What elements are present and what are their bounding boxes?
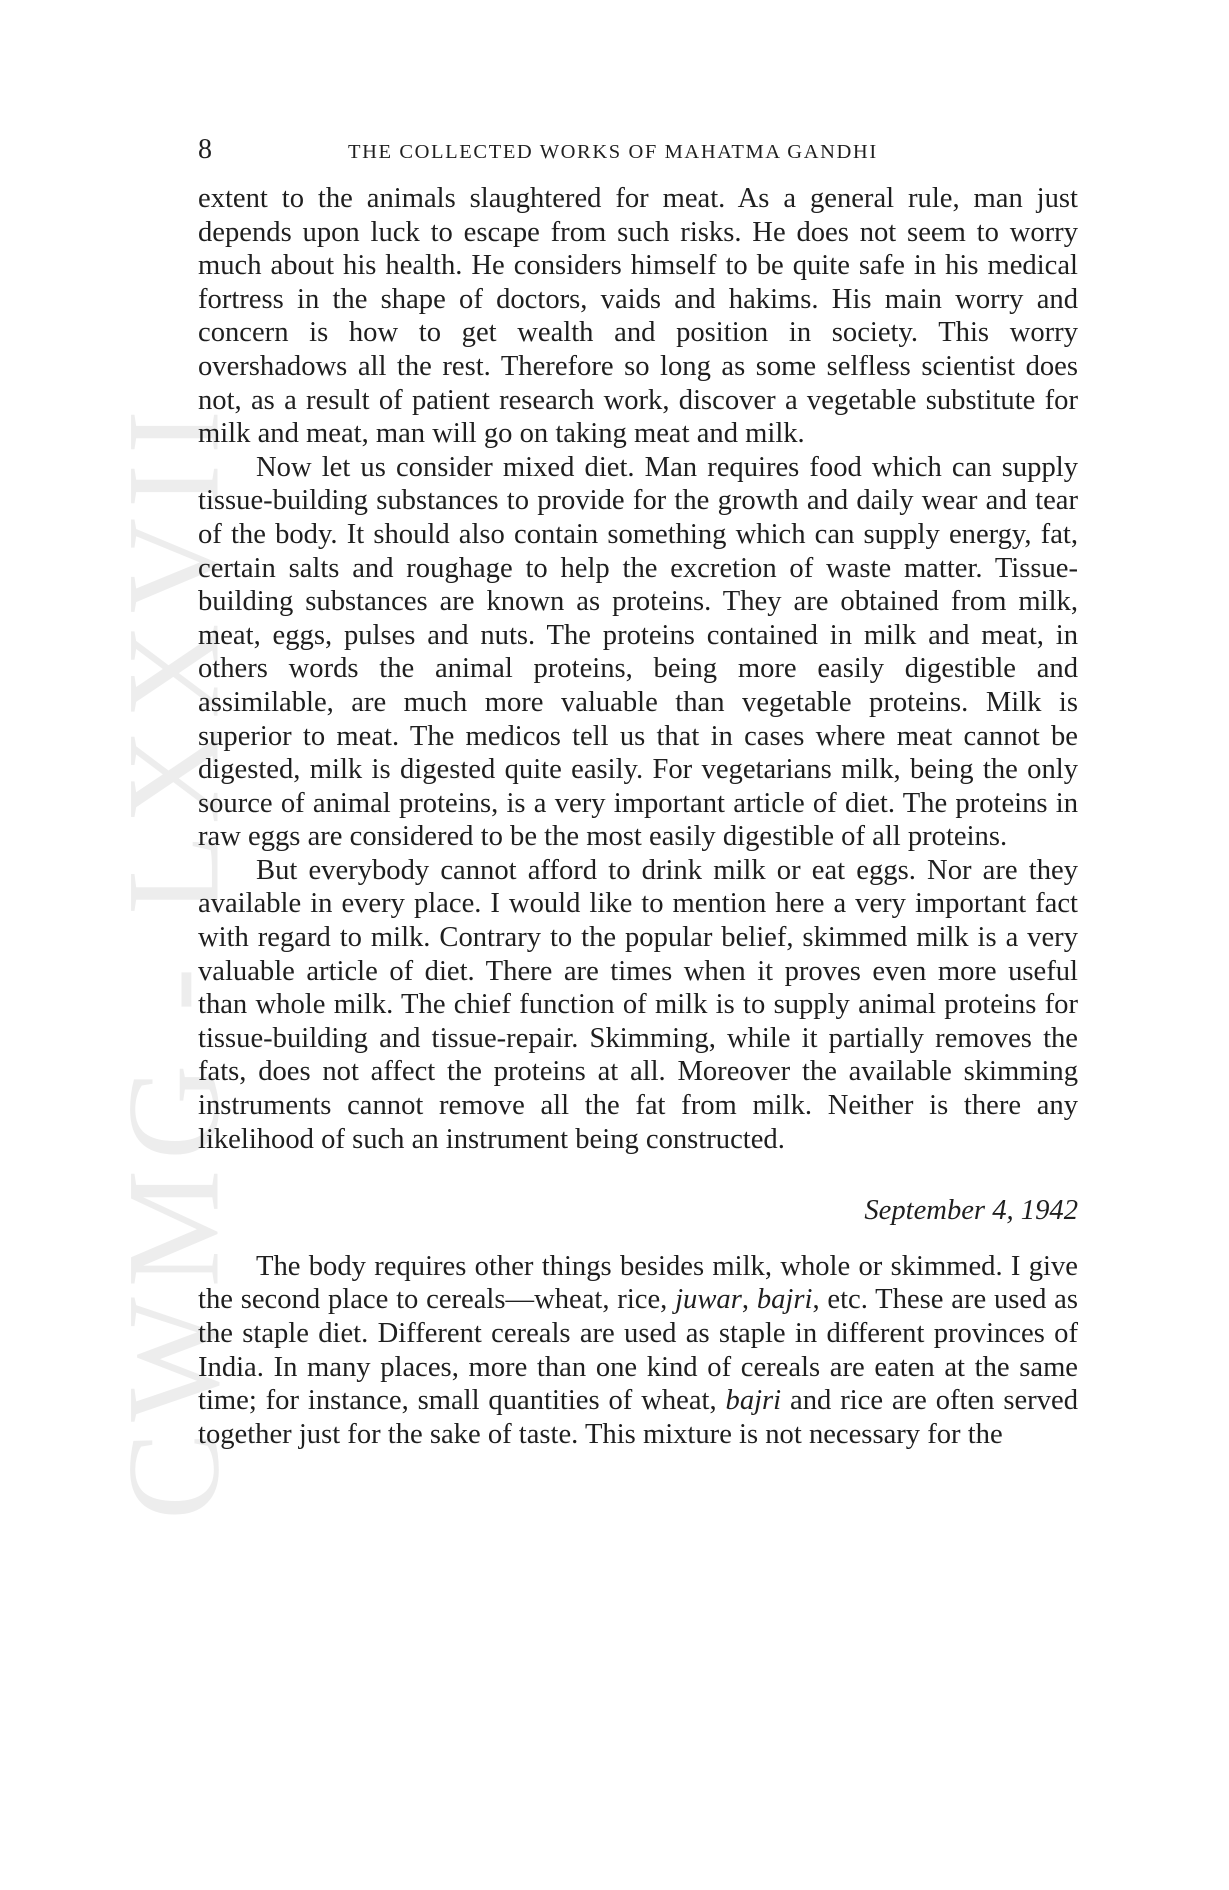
- paragraph-3: But everybody cannot afford to drink milk or eat eggs. Nor are they available in every place. I would like to mention here a very important fact with regard to milk. Contrary to the popular belief, skimmed milk is a very valuable article of diet. There are times when it proves even more useful than whole milk. The chief function of milk is to supply animal proteins for tissue-building and tissue-repair. Skimming, while it partially removes the fats, does not affect the proteins at all. Moreover the available skimming instruments cannot remove all the fat from milk. Neither is there any likelihood of such an instrument being constructed.: [198, 854, 1078, 1155]
- paragraph-4-text-2: ,: [741, 1284, 757, 1316]
- running-head: [198, 132, 1078, 168]
- paragraph-4-italic-bajri-2: bajri: [725, 1385, 782, 1417]
- paragraph-4-text-3: , etc. These are used as the staple diet. Different cereals are used as staple in different provinces of India. In many places, more than one kind of cereals are eaten at the same time; for instance, small quantities of wheat,: [198, 1284, 1079, 1417]
- book-title: THE COLLECTED WORKS OF MAHATMA GANDHI: [348, 141, 878, 163]
- page-number: 8: [198, 134, 212, 165]
- paragraph-4-italic-juwar: juwar: [675, 1284, 742, 1316]
- paragraph-2: Now let us consider mixed diet. Man requires food which can supply tissue-building substances to provide for the growth and daily wear and tear of the body. It should also contain something which can supply energy, fat, certain salts and roughage to help the excretion of waste matter. Tissue-building substances are known as proteins. They are obtained from milk, meat, eggs, pulses and nuts. The proteins contained in milk and meat, in others words the animal proteins, being more easily digestible and assimilable, are much more valuable than vegetable proteins. Milk is superior to meat. The medicos tell us that in cases where meat cannot be digested, milk is digested quite easily. For vegetarians milk, being the only source of animal proteins, is a very important article of diet. The proteins in raw eggs are considered to be the most easily digestible of all proteins.: [198, 451, 1078, 853]
- dateline: September 4, 1942: [864, 1195, 1078, 1227]
- paragraph-1: extent to the animals slaughtered for meat. As a general rule, man just depends upon luck to escape from such risks. He does not seem to worry much about his health. He considers himself to be quite safe in his medical fortress in the shape of doctors, vaids and hakims. His main worry and concern is how to get wealth and position in society. This worry overshadows all the rest. Therefore so long as some selfless scientist does not, as a result of patient research work, discover a vegetable substitute for milk and meat, man will go on taking meat and milk.: [198, 183, 1078, 450]
- watermark-text: CWMG - LXXVII: [99, 400, 247, 1520]
- paragraph-4: [198, 1250, 1078, 1452]
- paragraph-4-text-4: and rice are often served together just for the sake of taste. This mixture is not necessary for the: [198, 1385, 1078, 1450]
- body-text: [198, 182, 1078, 1451]
- paragraph-4-text-1: The body requires other things besides milk, whole or skimmed. I give the second place to cereals—wheat, rice,: [198, 1250, 1078, 1316]
- paragraph-4-italic-bajri: bajri: [756, 1284, 813, 1316]
